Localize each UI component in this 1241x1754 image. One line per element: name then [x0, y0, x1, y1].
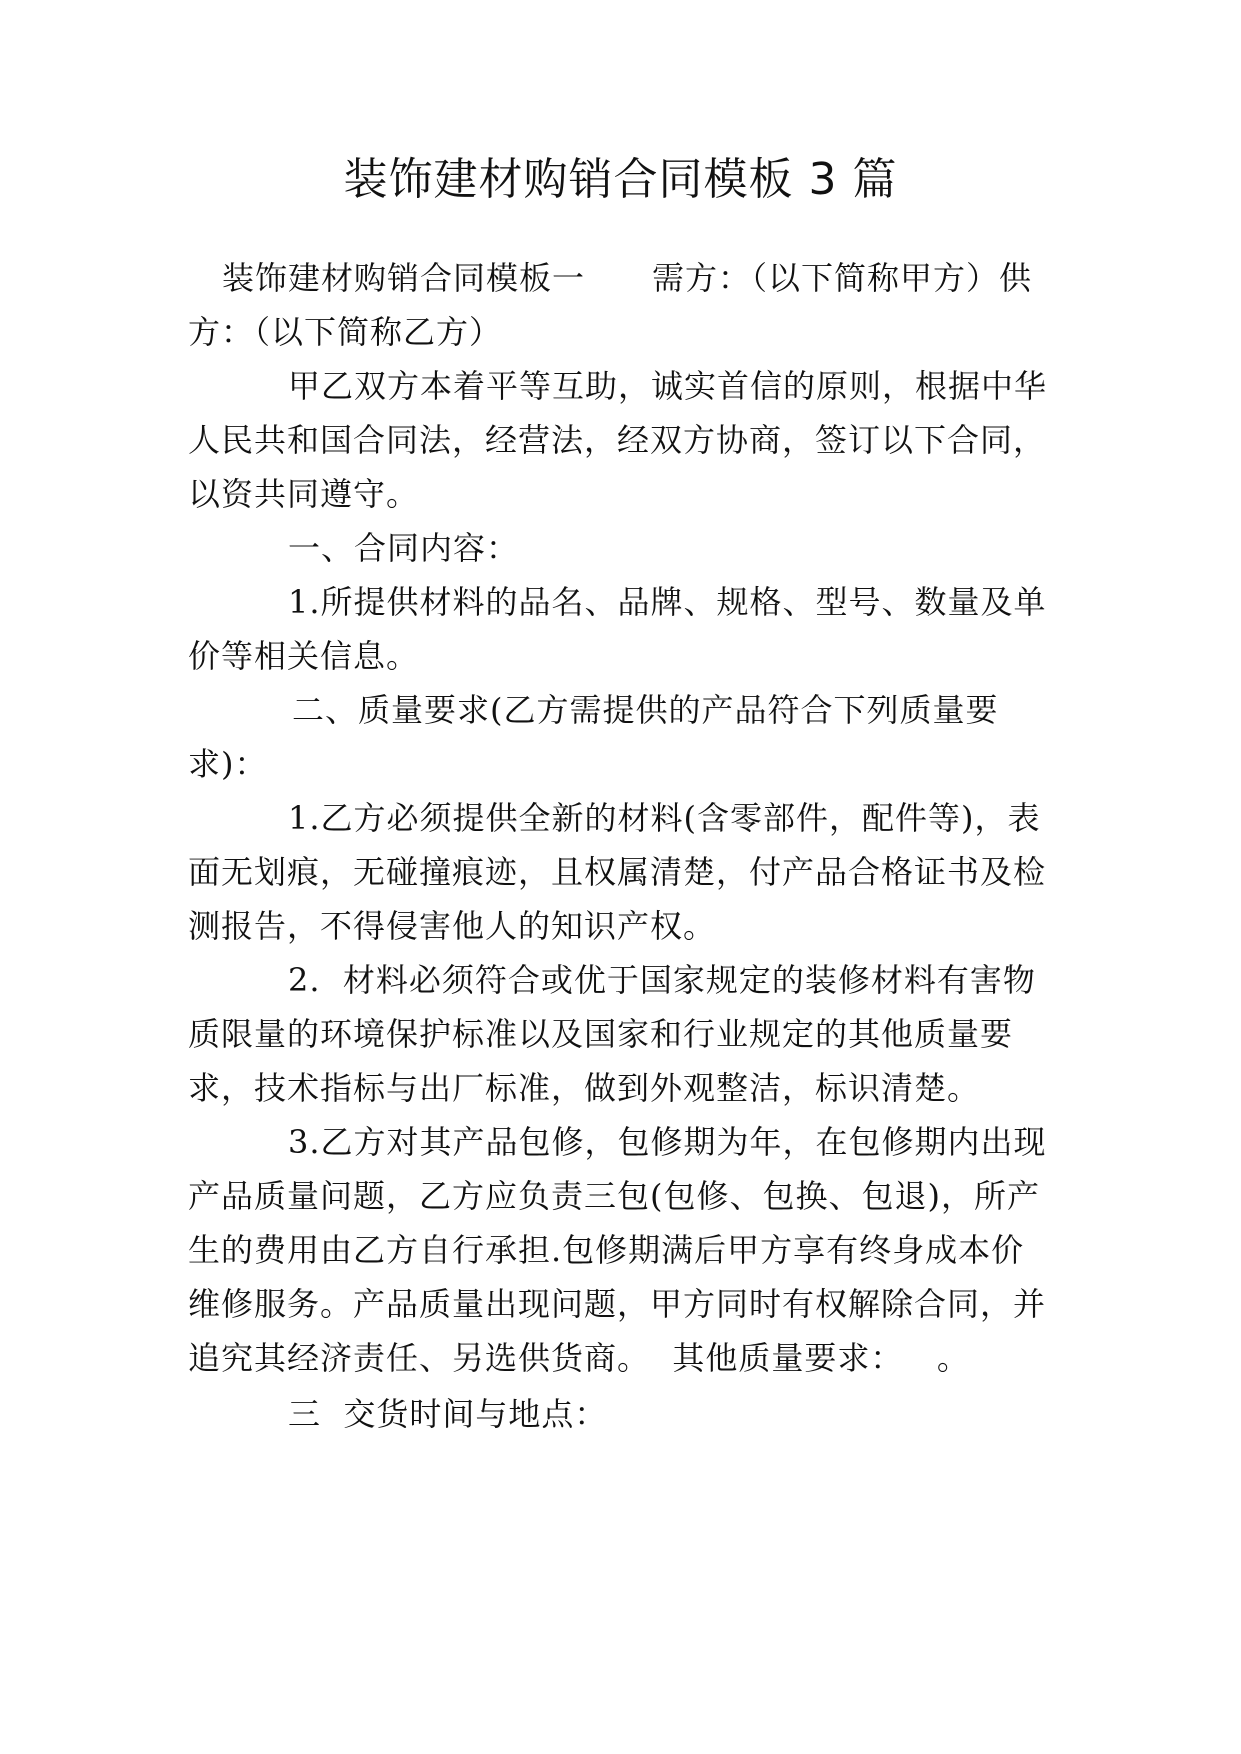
text-line: 面无划痕，无碰撞痕迹，且权属清楚，付产品合格证书及检	[188, 853, 1047, 891]
text-line: 生的费用由乙方自行承担.包修期满后甲方享有终身成本价	[188, 1231, 1025, 1269]
text-line: 2. 材料必须符合或优于国家规定的装修材料有害物	[288, 961, 1036, 999]
text-line: 方：（以下简称乙方）	[188, 313, 503, 351]
text-line: 3.乙方对其产品包修，包修期为年，在包修期内出现	[288, 1123, 1047, 1161]
text-line: 测报告，不得侵害他人的知识产权。	[188, 907, 717, 945]
text-line: 追究其经济责任、另选供货商。 其他质量要求： 。	[188, 1339, 970, 1377]
text-line: 以资共同遵守。	[188, 475, 420, 513]
document-title: 装饰建材购销合同模板 3 篇	[343, 154, 898, 205]
text-line: 1.乙方必须提供全新的材料(含零部件，配件等)，表	[288, 799, 1041, 837]
text-line: 质限量的环境保护标准以及国家和行业规定的其他质量要	[188, 1015, 1014, 1053]
text-line: 装饰建材购销合同模板一 需方：（以下简称甲方）供	[222, 259, 1033, 297]
text-line: 甲乙双方本着平等互助，诚实首信的原则，根据中华	[288, 367, 1048, 405]
text-line: 求)：	[188, 745, 268, 783]
section-heading: 二、质量要求(乙方需提供的产品符合下列质量要	[292, 691, 999, 729]
text-line: 维修服务。产品质量出现问题，甲方同时有权解除合同，并	[188, 1285, 1047, 1323]
text-line: 产品质量问题，乙方应负责三包(包修、包换、包退)，所产	[188, 1177, 1040, 1215]
text-line: 人民共和国合同法，经营法，经双方协商，签订以下合同，	[188, 421, 1047, 459]
text-line: 1.所提供材料的品名、品牌、规格、型号、数量及单	[288, 583, 1047, 621]
section-heading: 三 交货时间与地点：	[288, 1395, 608, 1433]
section-heading: 一、合同内容：	[288, 529, 520, 567]
text-line: 求，技术指标与出厂标准，做到外观整洁，标识清楚。	[188, 1069, 981, 1107]
text-line: 价等相关信息。	[188, 637, 420, 675]
